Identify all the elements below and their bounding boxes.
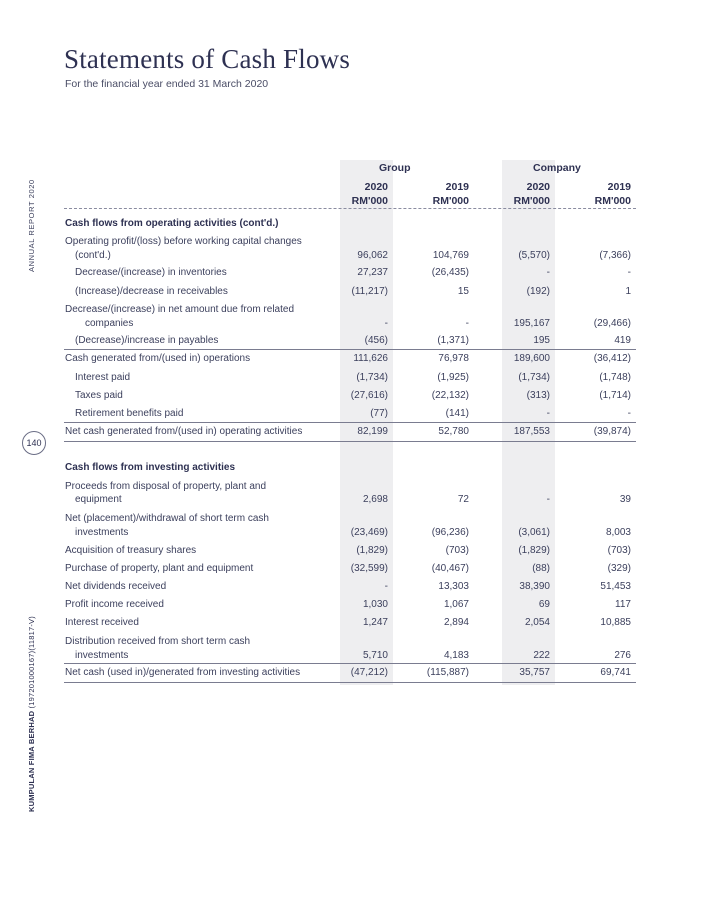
cell-value: 5,710 — [362, 650, 388, 661]
row-label: Net dividends received — [65, 581, 167, 592]
cell-value: (7,366) — [599, 250, 631, 261]
cell-value: (1,748) — [599, 372, 631, 383]
row-label: Interest paid — [75, 372, 131, 383]
cell-value: - — [465, 318, 469, 329]
unit: RM'000 — [351, 195, 388, 207]
cell-value: (456) — [364, 335, 388, 346]
cell-value: 195,167 — [513, 318, 550, 329]
cell-value: 69,741 — [600, 667, 631, 678]
cell-value: (11,217) — [351, 286, 388, 297]
year: 2019 — [445, 181, 469, 193]
row-label: (Increase)/decrease in receivables — [75, 286, 228, 297]
cell-value: 189,600 — [513, 353, 550, 364]
section-heading: Cash flows from operating activities (cont'd.) — [65, 218, 279, 229]
year: 2019 — [607, 181, 631, 193]
cell-value: 82,199 — [357, 426, 388, 437]
cell-value: (1,734) — [356, 372, 388, 383]
cell-value: 72 — [457, 494, 469, 505]
year: 2020 — [526, 181, 550, 193]
row-rule — [64, 663, 636, 664]
cell-value: (141) — [445, 408, 469, 419]
unit: RM'000 — [432, 195, 469, 207]
row-label: investments — [75, 650, 129, 661]
row-label: Taxes paid — [75, 390, 123, 401]
cell-value: - — [546, 494, 550, 505]
cell-value: (39,874) — [593, 426, 631, 437]
row-label: Decrease/(increase) in net amount due from related — [65, 304, 295, 315]
cell-value: (313) — [526, 390, 550, 401]
row-rule — [64, 422, 636, 423]
cell-value: (3,061) — [518, 527, 550, 538]
row-label: Interest received — [65, 617, 139, 628]
cell-value: 111,626 — [353, 353, 388, 364]
cell-value: (5,570) — [518, 250, 550, 261]
page-number: 140 — [22, 431, 46, 455]
group-header: Group — [379, 162, 411, 174]
cell-value: (88) — [532, 563, 550, 574]
cell-value: 52,780 — [438, 426, 469, 437]
row-label: Net cash (used in)/generated from investing activities — [65, 667, 301, 678]
row-label: companies — [85, 318, 134, 329]
row-label: equipment — [75, 494, 122, 505]
row-label: Profit income received — [65, 599, 164, 610]
cell-value: 104,769 — [432, 250, 469, 261]
total-rule — [64, 682, 636, 683]
annual-report-label: ANNUAL REPORT 2020 — [27, 179, 36, 272]
cell-value: 76,978 — [438, 353, 469, 364]
cell-value: (115,887) — [426, 667, 469, 678]
cell-value: (77) — [370, 408, 388, 419]
company-registration: (197201000167)(11817-V) — [27, 616, 36, 709]
col-header-group-2020 — [318, 180, 388, 208]
cell-value: 419 — [614, 335, 631, 346]
cell-value: (1,925) — [437, 372, 469, 383]
cell-value: 222 — [533, 650, 550, 661]
cell-value: 1,067 — [443, 599, 469, 610]
cell-value: (1,734) — [518, 372, 550, 383]
cell-value: (1,371) — [437, 335, 469, 346]
row-label: Retirement benefits paid — [75, 408, 184, 419]
total-rule — [64, 441, 636, 442]
cell-value: 1,030 — [362, 599, 388, 610]
cell-value: (1,829) — [518, 545, 550, 556]
cell-value: (40,467) — [431, 563, 469, 574]
cell-value: - — [384, 581, 388, 592]
cell-value: (23,469) — [350, 527, 388, 538]
cell-value: 195 — [533, 335, 550, 346]
cell-value: (32,599) — [350, 563, 388, 574]
cell-value: 96,062 — [357, 250, 388, 261]
row-label: Purchase of property, plant and equipment — [65, 563, 254, 574]
cell-value: (26,435) — [431, 267, 469, 278]
row-rule — [64, 349, 636, 350]
cell-value: (703) — [445, 545, 469, 556]
cell-value: 13,303 — [438, 581, 469, 592]
cell-value: 2,054 — [524, 617, 550, 628]
cell-value: 117 — [615, 599, 631, 610]
row-label: Net (placement)/withdrawal of short term cash — [65, 513, 269, 524]
cell-value: - — [384, 318, 388, 329]
col-header-group-2019 — [399, 180, 469, 208]
year: 2020 — [364, 181, 388, 193]
cell-value: (47,212) — [350, 667, 388, 678]
row-label: (cont'd.) — [75, 250, 111, 261]
cell-value: 69 — [538, 599, 550, 610]
company-name: KUMPULAN FIMA BERHAD — [27, 710, 36, 812]
cell-value: - — [546, 408, 550, 419]
cell-value: 10,885 — [600, 617, 631, 628]
cell-value: - — [546, 267, 550, 278]
cell-value: 38,390 — [519, 581, 550, 592]
col-header-company-2020 — [480, 180, 550, 208]
cell-value: (1,829) — [356, 545, 388, 556]
row-label: Operating profit/(loss) before working capital changes — [65, 236, 302, 247]
cell-value: (27,616) — [350, 390, 388, 401]
row-label: investments — [75, 527, 129, 538]
row-label: Cash generated from/(used in) operations — [65, 353, 251, 364]
cell-value: 51,453 — [600, 581, 631, 592]
cell-value: 2,894 — [443, 617, 469, 628]
cell-value: (96,236) — [431, 527, 469, 538]
page-subtitle: For the financial year ended 31 March 2020 — [65, 78, 269, 90]
header-divider — [64, 208, 636, 209]
cell-value: 4,183 — [443, 650, 469, 661]
page-title: Statements of Cash Flows — [64, 44, 351, 74]
col-header-company-2019 — [561, 180, 631, 208]
unit: RM'000 — [594, 195, 631, 207]
cell-value: (29,466) — [593, 318, 631, 329]
cell-value: 2,698 — [362, 494, 388, 505]
row-label: Distribution received from short term cash — [65, 636, 251, 647]
row-label: Acquisition of treasury shares — [65, 545, 197, 556]
cell-value: 39 — [619, 494, 631, 505]
cell-value: (192) — [526, 286, 550, 297]
cell-value: 15 — [457, 286, 469, 297]
cell-value: (36,412) — [593, 353, 631, 364]
cell-value: 27,237 — [357, 267, 388, 278]
cell-value: (1,714) — [599, 390, 631, 401]
company-name-label — [27, 616, 36, 812]
cell-value: (329) — [607, 563, 631, 574]
cell-value: - — [627, 267, 631, 278]
row-label: (Decrease)/increase in payables — [75, 335, 219, 346]
cell-value: - — [627, 408, 631, 419]
cell-value: 8,003 — [605, 527, 631, 538]
cell-value: (22,132) — [431, 390, 469, 401]
cell-value: 35,757 — [519, 667, 550, 678]
cell-value: 1 — [625, 286, 631, 297]
unit: RM'000 — [513, 195, 550, 207]
cell-value: 276 — [614, 650, 631, 661]
row-label: Net cash generated from/(used in) operating activities — [65, 426, 303, 437]
section-heading: Cash flows from investing activities — [65, 462, 236, 473]
cell-value: 187,553 — [513, 426, 550, 437]
row-label: Decrease/(increase) in inventories — [75, 267, 227, 278]
row-label: Proceeds from disposal of property, plant and — [65, 481, 267, 492]
cell-value: 1,247 — [362, 617, 388, 628]
cell-value: (703) — [607, 545, 631, 556]
company-header: Company — [533, 162, 581, 174]
